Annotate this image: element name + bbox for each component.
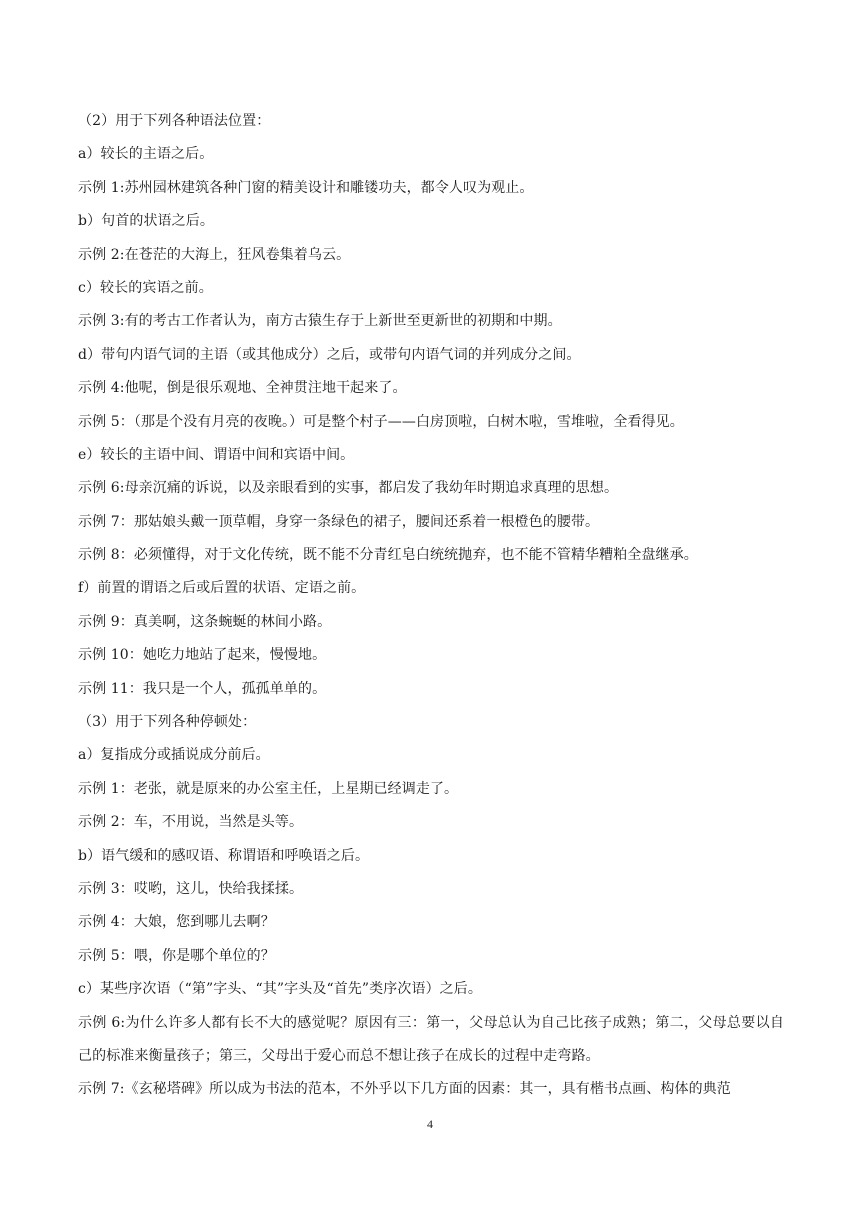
- pause-example-3: 示例 3：哎哟，这儿，快给我揉揉。: [78, 880, 304, 897]
- example-7: 示例 7：那姑娘头戴一顶草帽，身穿一条绿色的裙子，腰间还系着一根橙色的腰带。: [78, 513, 600, 530]
- pause-rule-b: b）语气缓和的感叹语、称谓语和呼唤语之后。: [78, 847, 370, 864]
- section-heading-2: （2）用于下列各种语法位置：: [78, 113, 271, 129]
- pause-example-6: 示例 6:为什么许多人都有长不大的感觉呢？原因有三：第一，父母总认为自己比孩子成熟；第二，父母总要以自己的标准来衡量孩子；第三，父母出于爱心而总不想让孩子在成长的过程中走弯路。: [78, 1014, 784, 1064]
- example-4: 示例 4:他呢，倒是很乐观地、全神贯注地干起来了。: [78, 380, 407, 397]
- pause-rule-c: c）某些序次语（“第”字头、“其”字头及“首先”类序次语）之后。: [78, 981, 482, 998]
- example-1: 示例 1:苏州园林建筑各种门窗的精美设计和雕镂功夫，都令人叹为观止。: [78, 179, 534, 196]
- example-9: 示例 9：真美啊，这条蜿蜒的林间小路。: [78, 613, 332, 630]
- rule-f: f）前置的谓语之后或后置的状语、定语之前。: [78, 580, 366, 597]
- pause-example-1: 示例 1：老张，就是原来的办公室主任，上星期已经调走了。: [78, 780, 459, 797]
- pause-rule-a: a）复指成分或插说成分前后。: [78, 747, 270, 764]
- example-10: 示例 10：她吃力地站了起来，慢慢地。: [78, 647, 327, 664]
- section-heading-3: （3）用于下列各种停顿处：: [78, 714, 257, 731]
- rule-e: e）较长的主语中间、谓语中间和宾语中间。: [78, 446, 355, 463]
- rule-b: b）句首的状语之后。: [78, 213, 214, 230]
- pause-example-2: 示例 2：车，不用说，当然是头等。: [78, 814, 304, 831]
- rule-a: a）较长的主语之后。: [78, 146, 214, 163]
- rule-d: d）带句内语气词的主语（或其他成分）之后，或带句内语气词的并列成分之间。: [78, 346, 581, 363]
- example-8: 示例 8：必须懂得，对于文化传统，既不能不分青红皂白统统抛弃，也不能不管精华糟粕全盘继承。: [78, 547, 698, 564]
- example-3: 示例 3:有的考古工作者认为，南方古猿生存于上新世至更新世的初期和中期。: [78, 313, 562, 330]
- pause-example-5: 示例 5：喂，你是哪个单位的？: [78, 947, 275, 964]
- document-body: [78, 105, 784, 1107]
- page-number: 4: [427, 1117, 433, 1131]
- example-2: 示例 2:在苍茫的大海上，狂风卷集着乌云。: [78, 246, 351, 263]
- rule-c: c）较长的宾语之前。: [78, 279, 213, 296]
- example-5: 示例 5：（那是个没有月亮的夜晚。）可是整个村子——白房顶啦，白树木啦，雪堆啦，全看得见。: [78, 413, 684, 430]
- example-11: 示例 11：我只是一个人，孤孤单单的。: [78, 680, 327, 697]
- pause-example-4: 示例 4：大娘，您到哪儿去啊？: [78, 914, 275, 931]
- pause-example-7: 示例 7:《玄秘塔碑》所以成为书法的范本，不外乎以下几方面的因素：其一，具有楷书点画、构体的典范: [78, 1081, 731, 1098]
- example-6: 示例 6:母亲沉痛的诉说，以及亲眼看到的实事，都启发了我幼年时期追求真理的思想。: [78, 480, 619, 497]
